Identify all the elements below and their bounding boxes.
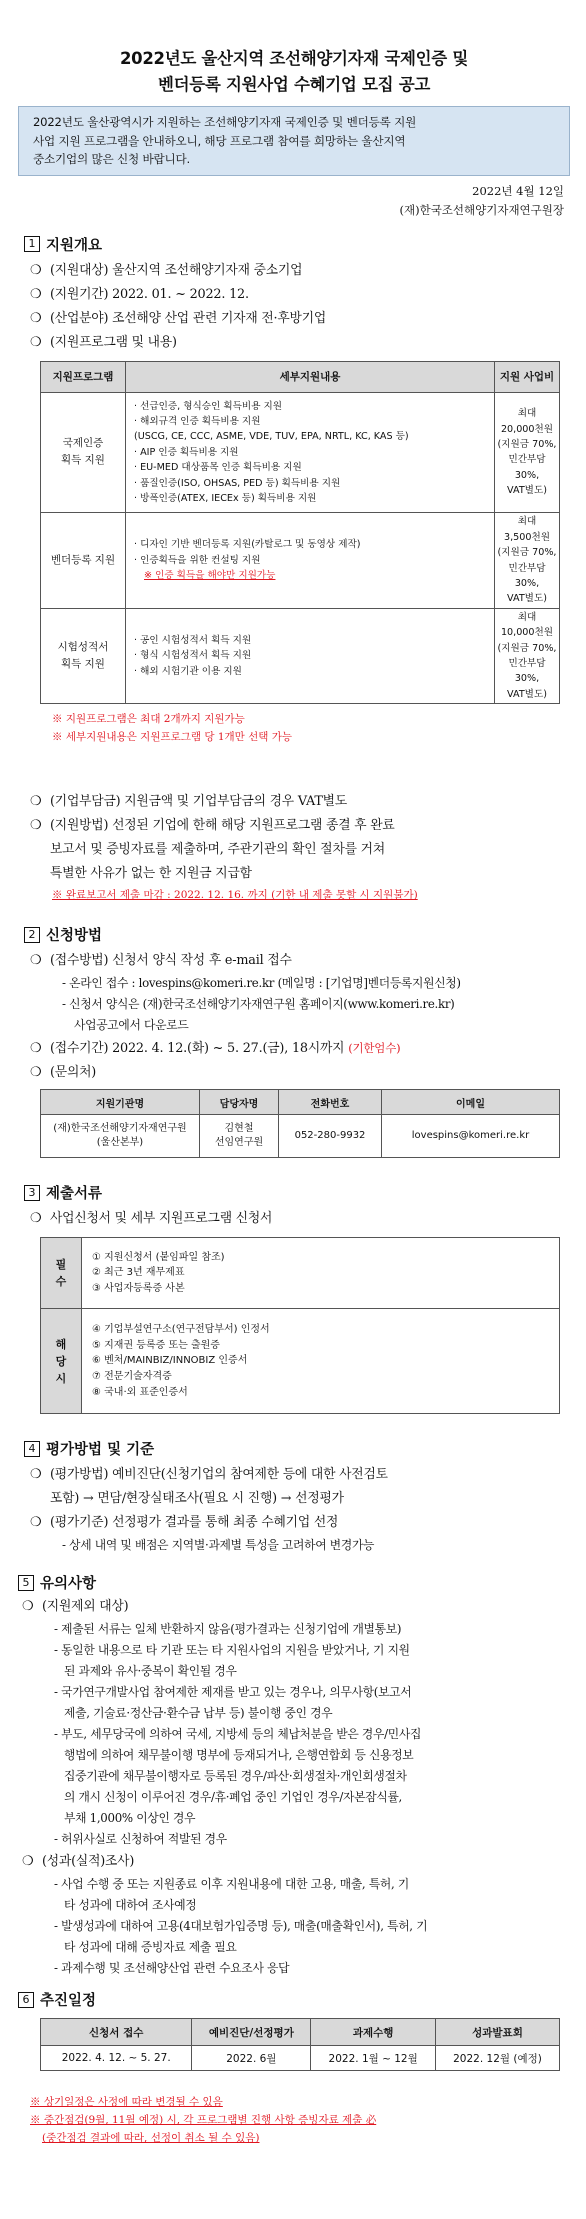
section-title: 신청방법 [46,928,103,945]
documents-table [40,1237,560,1414]
title-line-1: 2022년도 울산지역 조선해양기자재 국제인증 및 [119,49,468,68]
table-header: 세부지원내용 [126,361,495,392]
program-table [40,361,560,705]
table-header: 성과발표회 [435,2019,559,2046]
table-header-row [41,1090,560,1115]
program-name: 시험성적서 획득 지원 [41,608,126,703]
overview-item: ❍ (기업부담금) 지원금액 및 기업부담금의 경우 VAT별도 [30,794,348,810]
table-header: 담당자명 [200,1090,279,1115]
table-row [41,1238,560,1309]
table-header: 신청서 접수 [41,2019,192,2046]
caution-item: ❍ (성과(실적)조사) [22,1854,135,1870]
section-number: 5 [18,1575,34,1591]
section-4-heading [18,1438,570,1459]
caution-item: ❍ (지원제외 대상) [22,1599,129,1615]
evaluation-item: ❍ (평가기준) 선정평가 결과를 통해 최종 수혜기업 선정 [30,1515,339,1531]
table-cell: 2022. 6월 [192,2046,311,2071]
caution-sub: - 발생성과에 대하여 고용(4대보험가입증명 등), 매출(매출확인서), 특허, 기 [54,1919,428,1934]
evaluation-item: ❍ (평가방법) 예비진단(신청기업의 참여제한 등에 대한 사전검토 [30,1467,388,1483]
schedule-note: ※ 중간점검(9월, 11월 예정) 시, 각 프로그램별 진행 사항 증빙자료 제출 必 [30,2114,377,2127]
section-number: 3 [24,1185,40,1201]
method-sub: 사업공고에서 다운로드 [74,1018,189,1033]
continuation-line: 보고서 및 증빙자료를 제출하며, 주관기관의 확인 절차를 거쳐 [50,842,385,858]
caution-sub: 의 개시 신청이 이루어진 경우/휴·폐업 중인 기업인 경우/자본잠식률, [64,1790,402,1805]
program-name: 벤더등록 지원 [41,513,126,608]
caution-sub: - 동일한 내용으로 타 기관 또는 타 지원사업의 지원을 받았거나, 기 지원 [54,1643,410,1658]
caution-sub: 제출, 기술료·정산금·환수금 납부 등) 불이행 중인 경우 [64,1706,333,1721]
announcement-date: 2022년 4월 12일 [472,183,564,198]
caution-sub: - 제출된 서류는 일체 반환하지 않음(평가결과는 신청기업에 개별통보) [54,1622,402,1637]
table-row [41,1309,560,1414]
notice-page [18,0,570,2147]
program-details: · 디자인 기반 벤더등록 지원(카탈로그 및 동영상 제작) · 인증획득을 위한 컨설팅 지원 ※ 인증 획득을 해야만 지원가능 [126,513,495,608]
required-docs: ① 지원신청서 (붙임파일 참조) ② 최근 3년 재무제표 ③ 사업자등록증 사본 [82,1238,560,1309]
section-3-heading [18,1182,570,1203]
page-title [18,46,570,98]
table-cell: 2022. 12월 (예정) [435,2046,559,2071]
section-number: 6 [18,1992,34,2008]
table-cell: 2022. 4. 12. ~ 5. 27. [41,2046,192,2071]
contact-table [40,1089,560,1158]
caution-sub: - 과제수행 및 조선해양산업 관련 수요조사 응답 [54,1961,290,1976]
vendor-condition-note: ※ 인증 획득을 해야만 지원가능 [144,570,276,582]
required-label: 필 수 [41,1238,82,1309]
section-number: 4 [24,1441,40,1457]
program-details: · 공인 시험성적서 획득 지원 · 형식 시험성적서 획득 지원 · 해외 시험기관 이용 지원 [126,608,495,703]
program-budget: 최대 10,000천원 (지원금 70%, 민간부담 30%, VAT별도) [495,608,560,703]
table-header: 지원기관명 [41,1090,200,1115]
schedule-note: ※ 상기일정은 사정에 따라 변경될 수 있음 [30,2096,223,2109]
applicable-label: 해 당 시 [41,1309,82,1414]
overview-item: ❍ (지원프로그램 및 내용) [30,334,177,350]
intro-box [18,106,570,176]
caution-sub: 집중기관에 채무불이행자로 등록된 경우/파산·회생절차·개인회생절차 [64,1769,407,1784]
contact-name: 김현철 선임연구원 [200,1115,279,1158]
applicable-docs: ④ 기업부설연구소(연구전담부서) 인정서 ⑤ 지재권 등록증 또는 출원증 ⑥ 벤처/MAINBIZ/INNOBIZ 인증서 ⑦ 전문기술자격증 ⑧ 국내·외 표준인증서 [82,1309,560,1414]
caution-sub: 타 성과에 대해 증빙자료 제출 필요 [64,1940,237,1955]
overview-item: ❍ (산업분야) 조선해양 산업 관련 기자재 전·후방기업 [30,310,327,326]
contact-phone: 052-280-9932 [279,1115,382,1158]
method-item: ❍ (접수방법) 신청서 양식 작성 후 e-mail 접수 [30,953,292,969]
table-row [41,392,560,513]
program-budget: 최대 20,000천원 (지원금 70%, 민간부담 30%, VAT별도) [495,392,560,513]
table-header-row [41,2019,560,2046]
table-row [41,608,560,703]
continuation-line: 특별한 사유가 없는 한 지원금 지급함 [50,866,252,882]
caution-sub: - 부도, 세무당국에 의하여 국세, 지방세 등의 체납처분을 받은 경우/민사집 [54,1727,422,1742]
caution-sub: 행법에 의하여 채무불이행 명부에 등재되거나, 은행연합회 등 신용정보 [64,1748,414,1763]
table-header: 과제수행 [311,2019,436,2046]
caution-sub: 타 성과에 대하여 조사예정 [64,1898,197,1913]
intro-line: 사업 지원 프로그램을 안내하오니, 해당 프로그램 참여를 희망하는 울산지역 [33,133,406,148]
schedule-table [40,2018,560,2071]
method-item: ❍ (접수기간) 2022. 4. 12.(화) ~ 5. 27.(금), 18시까지 (기한엄수) [30,1041,401,1057]
announcer-org: (재)한국조선해양기자재연구원장 [399,202,564,217]
section-title: 평가방법 및 기준 [46,1442,155,1459]
table-header: 예비진단/선정평가 [192,2019,311,2046]
intro-line: 중소기업의 많은 신청 바랍니다. [33,152,190,166]
caution-sub: - 허위사실로 신청하여 적발된 경우 [54,1832,227,1847]
program-details: · 선급인증, 형식승인 획득비용 지원 · 해외규격 인증 획득비용 지원 (USCG, CE, CCC, ASME, VDE, TUV, EPA, NRTL, KC, KAS 등) · AIP 인증 획득비용 지원 · EU-MED 대상품목 인증 획득비용 지원 · 품질인증(ISO, OHSAS, PED 등) 획득비용 지원 · 방폭인증(ATEX, IECEx 등) 획득비용 지원 [126,392,495,513]
caution-sub: 부채 1,000% 이상인 경우 [64,1811,196,1826]
section-title: 지원개요 [46,237,103,254]
section-title: 제출서류 [46,1186,103,1203]
caution-sub: - 국가연구개발사업 참여제한 제재를 받고 있는 경우나, 의무사항(보고서 [54,1685,412,1700]
section-title: 유의사항 [40,1576,97,1593]
method-sub: - 신청서 양식은 (재)한국조선해양기자재연구원 홈페이지(www.komeri.re.kr) [62,997,455,1012]
section-number: 1 [24,236,40,252]
schedule-note: (중간점검 결과에 따라, 선정이 취소 될 수 있음) [42,2132,260,2145]
table-cell: 2022. 1월 ~ 12월 [311,2046,436,2071]
section-6-heading [18,1989,570,2010]
table-header: 지원 사업비 [495,361,560,392]
table-row [41,513,560,608]
table-header: 이메일 [382,1090,560,1115]
method-item: ❍ (문의처) [30,1065,97,1081]
continuation-line: 포함) → 면담/현장실태조사(필요 시 진행) → 선정평가 [50,1491,344,1507]
title-line-2: 벤더등록 지원사업 수혜기업 모집 공고 [157,75,430,94]
program-note: ※ 세부지원내용은 지원프로그램 당 1개만 선택 가능 [52,731,293,744]
evaluation-sub: - 상세 내역 및 배점은 지역별·과제별 특성을 고려하여 변경가능 [62,1538,375,1553]
overview-item: ❍ (지원기간) 2022. 01. ~ 2022. 12. [30,286,249,302]
overview-item: ❍ (지원대상) 울산지역 조선해양기자재 중소기업 [30,262,303,278]
section-5-heading [18,1572,570,1593]
documents-item: ❍ 사업신청서 및 세부 지원프로그램 신청서 [30,1211,273,1227]
table-header-row [41,361,560,392]
overview-item: ❍ (지원방법) 선정된 기업에 한해 해당 지원프로그램 종결 후 완료 [30,818,395,834]
table-row [41,2046,560,2071]
caution-sub: - 사업 수행 중 또는 지원종료 이후 지원내용에 대한 고용, 매출, 특허, 기 [54,1877,410,1892]
deadline-note: ※ 완료보고서 제출 마감 : 2022. 12. 16. 까지 (기한 내 제출 못할 시 지원불가) [52,889,418,902]
contact-email[interactable]: lovespins@komeri.re.kr [382,1115,560,1158]
intro-line: 2022년도 울산광역시가 지원하는 조선해양기자재 국제인증 및 벤더등록 지원 [33,115,417,129]
section-2-heading [18,924,570,945]
section-title: 추진일정 [40,1993,97,2010]
method-sub: - 온라인 접수 : lovespins@komeri.re.kr (메일명 : [기업명]벤더등록지원신청) [62,976,461,991]
contact-org: (재)한국조선해양기자재연구원 (울산본부) [41,1115,200,1158]
program-note: ※ 지원프로그램은 최대 2개까지 지원가능 [52,713,245,726]
caution-sub: 된 과제와 유사·중복이 확인될 경우 [64,1664,237,1679]
table-row [41,1115,560,1158]
section-number: 2 [24,927,40,943]
table-header: 전화번호 [279,1090,382,1115]
program-budget: 최대 3,500천원 (지원금 70%, 민간부담 30%, VAT별도) [495,513,560,608]
program-name: 국제인증 획득 지원 [41,392,126,513]
table-header: 지원프로그램 [41,361,126,392]
section-1-heading [18,234,570,255]
